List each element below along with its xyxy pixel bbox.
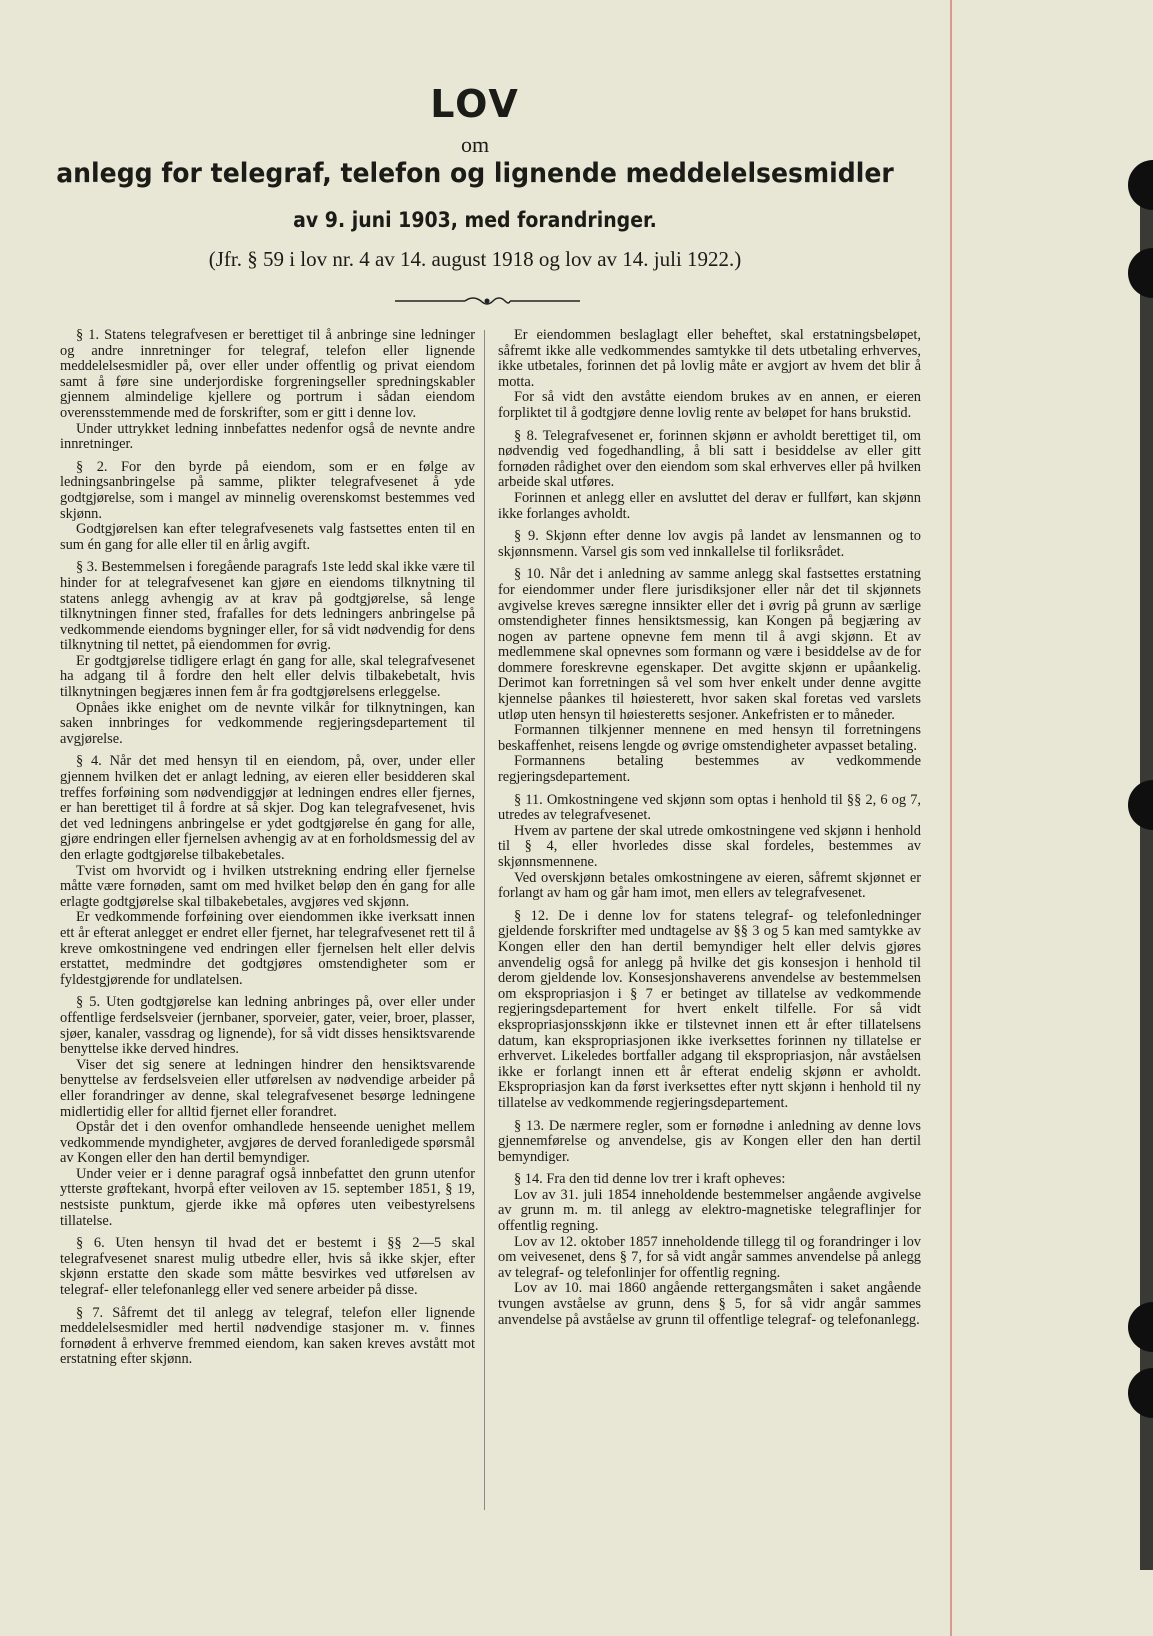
paragraph-6: § 6. Uten hensyn til hvad det er bestemt i §§ 2—5 skal telegrafvesenet snarest mulig utbedre eller, hvis så ikke skjer, efter skjønn erstatte den skade som måtte besvirkes ved utførelsen av telegraf- eller telefonanlegg eller ved senere arbeider på disse. [60, 1235, 475, 1299]
paragraph-8-cont: Forinnen et anlegg eller en avsluttet del derav er fullført, kan skjønn ikke forlanges avholdt. [498, 489, 921, 522]
paragraph-11-cont2: Ved overskjønn betales omkostningene av eieren, såfremt skjønnet er forlangt av ham og går ham imot, men ellers av telegrafvesenet. [498, 869, 921, 902]
paragraph-10-cont: Formannen tilkjenner mennene en med hensyn til forretningens beskaffenhet, reisens lengde og øvrige omstendigheter avpasset betaling. [498, 722, 921, 754]
column-divider [484, 330, 485, 1510]
paragraph-3: § 3. Bestemmelsen i foregående paragrafs 1ste ledd skal ikke være til hinder for at telegrafvesenet kan gjøre en eiendoms tilknytning til statens anlegg avhengig av at krav på godtgjørelse, så lenge tilknytningen finner sted, frafalles for dets ledningers anbringelse på vedkommende eiendoms bygninger eller, for så vidt nødvendig for dens tilknytning til nettet, på eiendommen for øvrig. [60, 559, 475, 654]
punch-hole [1128, 780, 1153, 830]
paragraph-10-cont2: Formannens betaling bestemmes av vedkommende regjeringsdepartement. [498, 753, 921, 786]
paragraph-12: § 12. De i denne lov for statens telegraf- og telefonledninger gjeldende forskrifter med undtagelse av §§ 3 og 5 kan med samtykke av Kongen eller den han dertil bemyndiger helt eller delvis gjøres anvendelig også for anlegg på hvilke det gis konsesjon i henhold til derom gjeldende lov. Konsesjonshaverens anvendelse av bestemmelsen om ekspropriasjon i § 7 er betinget av tillatelse av vedkommende regjeringsdepartement for hvert enkelt tilfelle. For så vidt ekspropriasjonsskjønn ikke er tilstevnet innen ett år efter tillatelsens datum, kan ekspropriasjonen ikke iverksettes forinnen ny tillatelse er erhvervet. Likeledes bortfaller adgang til ekspropriasjon, når avståelsen ikke er forlangt innen ett år efterat endelig skjønn er avholdt. Ekspropriasjon kan da først iverksettes efter nytt skjønn i henhold til ny tillatelse av vedkommende regjeringsdepartement. [498, 907, 921, 1111]
paragraph-13: § 13. De nærmere regler, som er fornødne i anledning av denne lovs gjennemførelse og anvendelse, gis av Kongen eller den han dertil bemyndiger. [498, 1117, 921, 1165]
paragraph-9: § 9. Skjønn efter denne lov avgis på landet av lensmannen og to skjønnsmenn. Varsel gis som ved innkallelse til forliksrådet. [498, 528, 921, 560]
paragraph-7-cont: Er eiendommen beslaglagt eller beheftet, skal erstatningsbeløpet, såfremt ikke alle vedkommendes samtykke til dets utbetaling erhverves, ikke utbetales, forinnen det på lovlig måte er avgjort av hvem det blir å motta. [498, 327, 921, 390]
paragraph-10: § 10. Når det i anledning av samme anlegg skal fastsettes erstatning for eiendommer under flere jurisdiksjoner eller når det til skjønnets avgivelse kreves særegne innsikter eller det i øvrig på grunn av særlige omstendigheter finnes hensiktsmessig, kan Kongen på begjæring av nogen av partene opnevne fem menn til å avgi skjønn. Et av medlemmene skal opnevnes som formann og være i besiddelse av de for dommere foreskrevne egenskaper. Det avgitte skjønn er upåankelig. Derimot kan forretningen så vel som hver enkelt under denne avgitte kjennelse påankes til høiesterett, hvor saken skal foretas ved varslets utløp uten hensyn til høiesteretts sesjoner. Ankefristen er to måneder. [498, 566, 921, 723]
paragraph-7: § 7. Såfremt det til anlegg av telegraf, telefon eller lignende meddelelsesmidler med hertil nødvendige stasjoner m. v. finnes fornødent å erhverve fremmed eiendom, kan saken kreves avstått mot erstatning efter skjønn. [60, 1304, 475, 1368]
punch-hole [1128, 1368, 1153, 1418]
law-date: av 9. juni 1903, med forandringer. [293, 208, 657, 232]
punch-hole [1128, 160, 1153, 210]
paragraph-1: § 1. Statens telegrafvesen er berettiget til å anbringe sine ledninger og andre innretninger for telegraf, telefon eller lignende meddelelsesmidler på, over eller under offentlig og privat eiendom samt å føre sine underjordiske forgreningseller spredningskabler gjennem almindelige kjellere og portrum i sådan eiendom overensstemmende med de forskrifter, som er gitt i denne lov. [60, 327, 475, 421]
paragraph-14-item-3: Lov av 10. mai 1860 angående rettergangsmåten i saket angående tvungen avståelse av grunn, dens § 5, for så vidr angår sammes anvendelse på avståelse av grunn til offentlige telegraf- og telefonanlegg. [498, 1280, 921, 1328]
paragraph-5-cont2: Opstår det i den ovenfor omhandlede henseende uenighet mellem vedkommende myndigheter, avgjøres de derved foranledigede spørsmål av Kongen eller den han dertil bemyndiger. [60, 1119, 475, 1167]
margin-rule [950, 0, 952, 1636]
paragraph-14: § 14. Fra den tid denne lov trer i kraft opheves: [514, 1171, 786, 1188]
left-column [60, 328, 475, 1375]
paragraph-4-cont: Tvist om hvorvidt og i hvilken utstrekning endring eller fjernelse måtte være fornøden, samt om med hvilket beløp den én gang for alle erlagte godtgjørelse skal tilbakebetales, avgjøres ved skjønn. [60, 862, 475, 910]
paragraph-8: § 8. Telegrafvesenet er, forinnen skjønn er avholdt berettiget til, om nødvendig ved fogedhandling, å bli satt i besiddelse av eller gitt fornøden rådighet over den eiendom som skal erhverves eller på hvilken arbeide skal utføres. [498, 427, 921, 491]
paragraph-11-cont: Hvem av partene der skal utrede omkostningene ved skjønn i henhold til § 4, eller hvorledes disse skal fordeles, bestemmes av skjønnsmennene. [498, 822, 921, 870]
title-connector: om [460, 132, 490, 157]
paragraph-5-cont3: Under veier er i denne paragraf også innbefattet den grunn utenfor ytterste grøftekant, hvorpå efter veiloven av 15. september 1851, § 19, nestsiste punktum, gjerde ikke må opføres uten veibestyrelsens tillatelse. [60, 1165, 475, 1229]
paragraph-5: § 5. Uten godtgjørelse kan ledning anbringes på, over eller under offentlige ferdselsveier (jernbaner, sporveier, gater, veier, broer, plasser, sjøer, kanaler, vassdrag og lignende), for så vidt disses hensiktsvarende benyttelse ikke derved hindres. [60, 994, 475, 1058]
ornament-divider [395, 293, 580, 309]
paragraph-2: § 2. For den byrde på eiendom, som er en følge av ledningsanbringelse på samme, plikter telegrafvesenet å yde godtgjørelse, som i mangel av minnelig overenskomst bestemmes ved skjønn. [60, 458, 475, 522]
paragraph-14-item-2: Lov av 12. oktober 1857 inneholdende tillegg til og forandringer i lov om veivesenet, dens § 7, for så vidt angår sammes anvendelse på anlegg av telegraf- og telefonlinjer for offentlig regning. [498, 1233, 921, 1281]
paragraph-14-item-1: Lov av 31. juli 1854 inneholdende bestemmelser angående avgivelse av grunn m. m. til anlegg av elektro-magnetiske telegraflinjer for offentlig regning. [498, 1186, 921, 1235]
paragraph-4: § 4. Når det med hensyn til en eiendom, på, over, under eller gjennem hvilken det er anlagt ledning, av eieren eller besidderen skal treffes forføining som nødvendiggjør at ledningen endres eller fjernes, er han berettiget til å fordre at så skjer. Dog kan telegrafvesenet, hvis det ved ledningens anbringelse er ydet godtgjørelse én gang for alle, gjøre endringen eller fjernelsen avhengig av at en forholdsmessig del av den erlagte godtgjørelse tilbakebetales. [60, 753, 475, 863]
law-title: LOV [430, 82, 520, 126]
paragraph-3-cont: Er godtgjørelse tidligere erlagt én gang for alle, skal telegrafvesenet ha adgang til å fordre den helt eller delvis tilbakebetalt, hvis tilknytningen begjæres innen fem år fra godtgjørelsens erleggelse. [60, 652, 475, 701]
paragraph-1-note: Under uttrykket ledning innbefattes nedenfor også de nevnte andre innretninger. [60, 420, 475, 453]
punch-hole [1128, 1302, 1153, 1352]
paragraph-11: § 11. Omkostningene ved skjønn som optas i henhold til §§ 2, 6 og 7, utredes av telegrafvesenet. [498, 791, 921, 824]
paragraph-5-cont: Viser det sig senere at ledningen hindrer den hensiktsvarende benyttelse av ferdselsveien eller utførelsen av nødvendige arbeider på eller forandringer av denne, skal telegrafvesenet besørge ledningene midlertidig eller for alltid fjernet eller forandret. [60, 1056, 475, 1120]
paragraph-2-cont: Godtgjørelsen kan efter telegrafvesenets valg fastsettes enten til en sum én gang for alle eller til en årlig avgift. [60, 521, 475, 553]
page-edge-shadow [1140, 170, 1153, 1570]
law-subtitle: anlegg for telegraf, telefon og lignende meddelelsesmidler [56, 158, 894, 189]
paragraph-7-cont2: For så vidt den avståtte eiendom brukes av en annen, er eieren forpliktet til å godtgjøre denne lovlig rente av beløpet for hans brukstid. [498, 389, 921, 421]
punch-hole [1128, 248, 1153, 298]
paragraph-4-cont2: Er vedkommende forføining over eiendommen ikke iverksatt innen ett år efterat anlegget er endret eller fjernet, har telegrafvesenet rett til å kreve omkostningene ved endringen eller fjernelsen helt eller delvis erstattet, medmindre det godtgjøres omstendigheter som er fyldestgjørende for undlatelsen. [60, 909, 475, 988]
paragraph-3-cont2: Opnåes ikke enighet om de nevnte vilkår for tilknytningen, kan saken innbringes for vedkommende regjeringsdepartement til avgjørelse. [60, 699, 475, 747]
law-reference: (Jfr. § 59 i lov nr. 4 av 14. august 1918 og lov av 14. juli 1922.) [208, 247, 742, 271]
right-column [498, 328, 921, 1335]
